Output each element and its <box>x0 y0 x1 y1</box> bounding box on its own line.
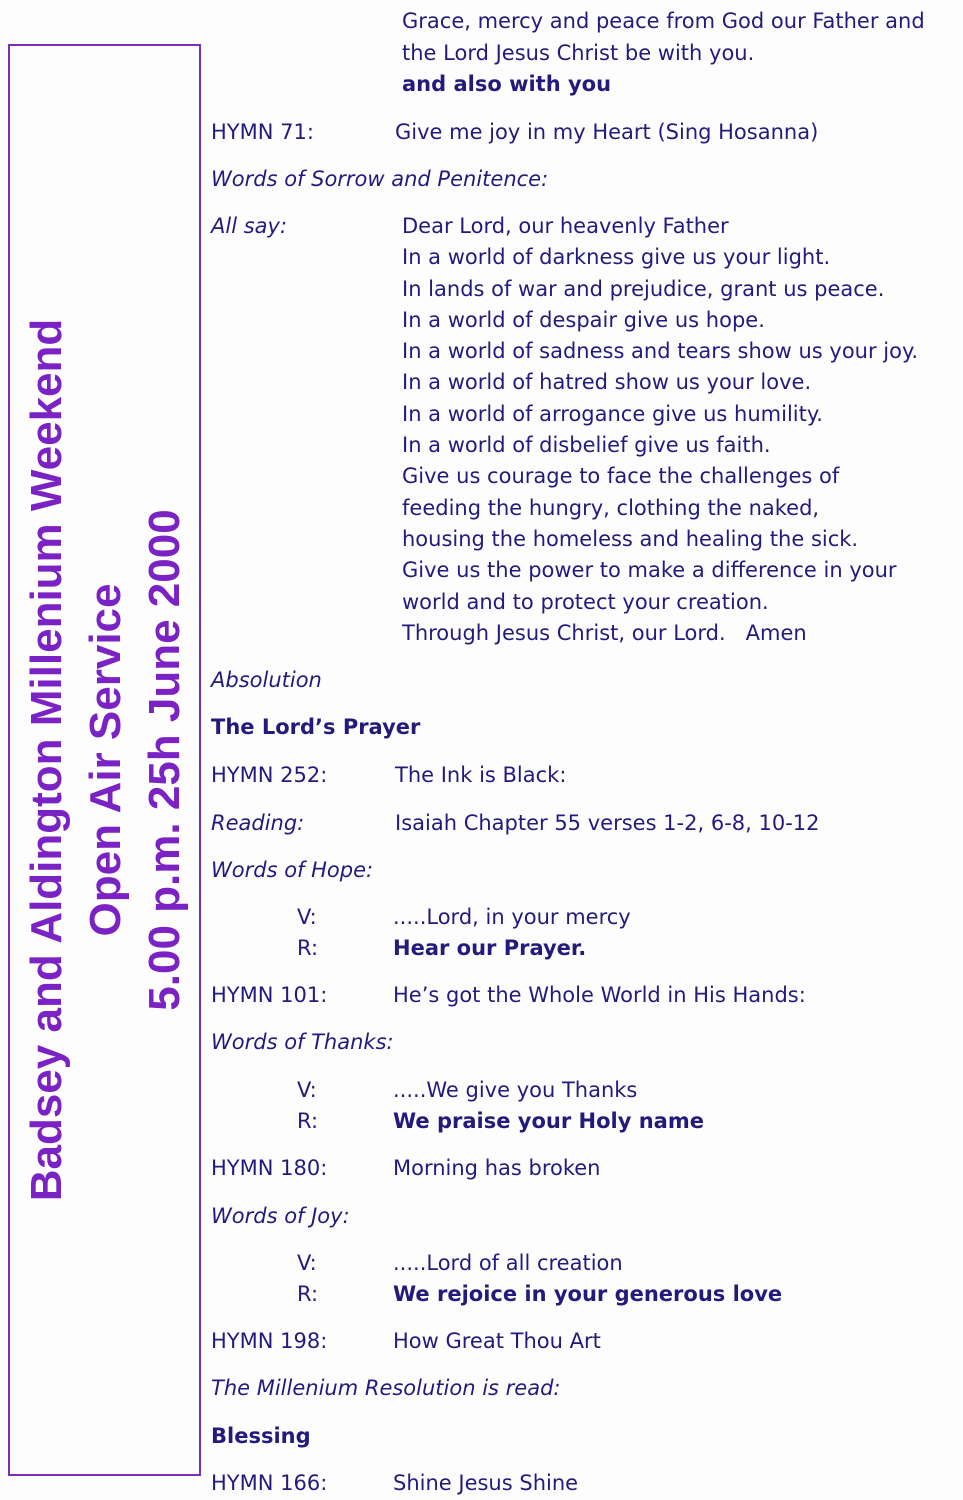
lords-prayer-heading: The Lord’s Prayer <box>211 715 421 739</box>
penitence-prayer <box>402 211 918 649</box>
greeting-line-2: the Lord Jesus Christ be with you. <box>402 41 755 65</box>
prayer-line: world and to protect your creation. <box>402 589 769 614</box>
prayer-line: Dear Lord, our heavenly Father <box>402 214 729 238</box>
hymn-101-title: He’s got the Whole World in His Hands: <box>393 983 806 1007</box>
sorrow-heading: Words of Sorrow and Penitence: <box>211 167 549 191</box>
prayer-line: In a world of despair give us hope. <box>402 307 765 332</box>
joy-v-label: V: <box>297 1251 317 1275</box>
prayer-line: In a world of hatred show us your love. <box>402 370 812 395</box>
reading-text: Isaiah Chapter 55 verses 1-2, 6-8, 10-12 <box>395 811 820 835</box>
thanks-v-label: V: <box>297 1078 317 1102</box>
service-title: Open Air Service <box>80 583 129 937</box>
title-banner <box>8 44 201 1476</box>
thanks-heading: Words of Thanks: <box>211 1030 394 1054</box>
event-title: Badsey and Aldington Millenium Weekend <box>21 318 70 1202</box>
hymn-198-label: HYMN 198: <box>211 1329 328 1353</box>
hope-v-text: .....Lord, in your mercy <box>393 905 631 929</box>
prayer-line: Give us the power to make a difference in your <box>402 558 897 583</box>
joy-heading: Words of Joy: <box>211 1204 350 1228</box>
hymn-166-label: HYMN 166: <box>211 1471 328 1495</box>
prayer-line: Through Jesus Christ, our Lord. Amen <box>402 620 807 645</box>
hymn-198-title: How Great Thou Art <box>393 1329 601 1353</box>
prayer-line: In lands of war and prejudice, grant us peace. <box>402 276 885 301</box>
joy-r-label: R: <box>297 1282 319 1306</box>
prayer-line: In a world of sadness and tears show us your joy. <box>402 339 919 364</box>
hope-r-text: Hear our Prayer. <box>393 936 587 960</box>
hymn-252-title: The Ink is Black: <box>395 763 567 787</box>
hymn-71-title: Give me joy in my Heart (Sing Hosanna) <box>395 120 819 144</box>
greeting-response: and also with you <box>402 72 612 96</box>
hymn-101-label: HYMN 101: <box>211 983 328 1007</box>
absolution-heading: Absolution <box>211 668 322 692</box>
prayer-line: In a world of arrogance give us humility. <box>402 401 823 426</box>
hymn-71-label: HYMN 71: <box>211 120 314 144</box>
prayer-line: housing the homeless and healing the sick. <box>402 526 859 551</box>
thanks-r-text: We praise your Holy name <box>393 1109 704 1133</box>
prayer-line: In a world of darkness give us your light. <box>402 245 831 270</box>
blessing-heading: Blessing <box>211 1424 311 1448</box>
thanks-r-label: R: <box>297 1109 319 1133</box>
title-banner-text <box>10 220 200 1300</box>
resolution-heading: The Millenium Resolution is read: <box>211 1376 561 1400</box>
hymn-180-label: HYMN 180: <box>211 1156 328 1180</box>
hope-heading: Words of Hope: <box>211 858 374 882</box>
prayer-line: In a world of disbelief give us faith. <box>402 433 771 458</box>
hymn-252-label: HYMN 252: <box>211 763 328 787</box>
reading-label: Reading: <box>211 811 305 835</box>
all-say-label: All say: <box>211 214 288 238</box>
hope-v-label: V: <box>297 905 317 929</box>
joy-r-text: We rejoice in your generous love <box>393 1282 783 1306</box>
service-time: 5.00 p.m. 25h June 2000 <box>139 509 188 1011</box>
hymn-180-title: Morning has broken <box>393 1156 601 1180</box>
greeting-line-1: Grace, mercy and peace from God our Father and <box>402 9 925 33</box>
hymn-166-title: Shine Jesus Shine <box>393 1471 579 1495</box>
joy-v-text: .....Lord of all creation <box>393 1251 623 1275</box>
prayer-line: feeding the hungry, clothing the naked, <box>402 495 820 520</box>
prayer-line: Give us courage to face the challenges of <box>402 464 840 489</box>
thanks-v-text: .....We give you Thanks <box>393 1078 638 1102</box>
hope-r-label: R: <box>297 936 319 960</box>
